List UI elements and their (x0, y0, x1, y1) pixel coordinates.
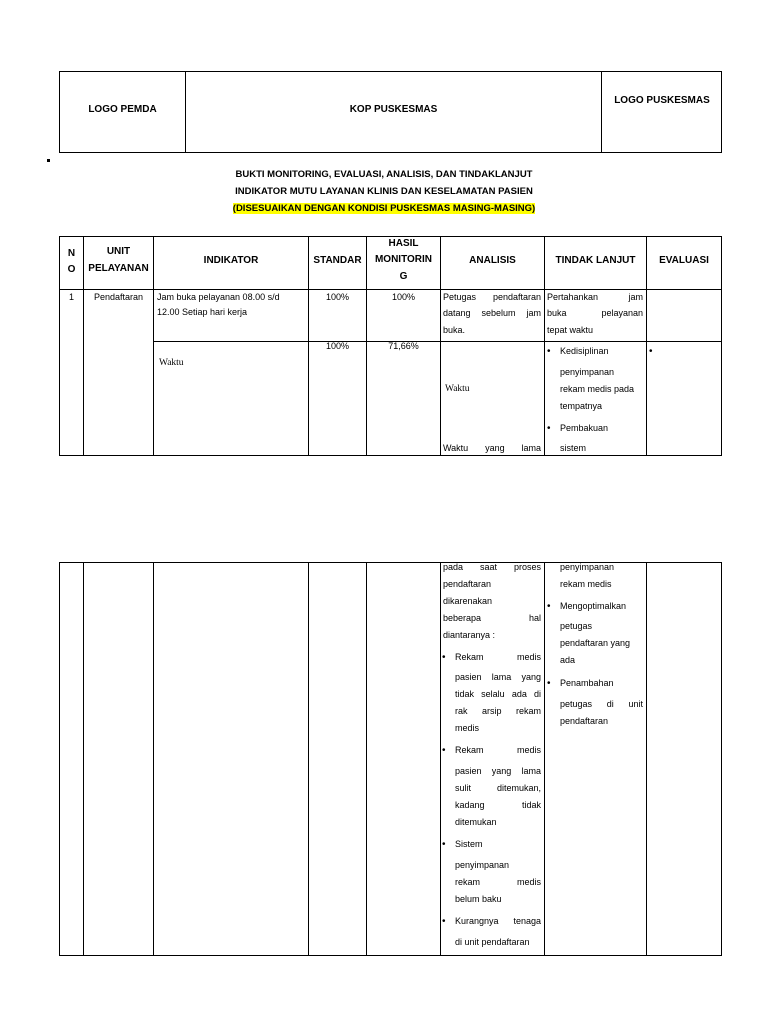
row2-tindak-b1-2: penyimpanan (560, 367, 615, 377)
t2-analisis-b2-3: sulit ditemukan, (455, 783, 541, 793)
row2-tindak-b2-2: sistem (560, 443, 587, 453)
t2-tindak-bullet-1: • Mengoptimalkan (560, 597, 626, 616)
col-hasil-header-2: MONITORIN (374, 254, 433, 265)
col-standar-header: STANDAR (313, 255, 362, 266)
doc-title-line2: INDIKATOR MUTU LAYANAN KLINIS DAN KESELAMATAN PASIEN (235, 186, 533, 197)
t2-analisis-b1-3: tidak selalu ada di (455, 689, 541, 699)
t2-tindak-b1-3: pendaftaran yang (560, 638, 631, 648)
t2-analisis-l5: diantaranya : (443, 630, 496, 640)
row2-tindak-b1-4: tempatnya (560, 401, 603, 411)
kop-puskesmas: KOP PUSKESMAS (349, 104, 438, 115)
row2-tindak-b1-3: rekam medis pada (560, 384, 635, 394)
stray-bullet (47, 159, 50, 162)
t2-analisis-b2-2: pasien yang lama (455, 766, 541, 776)
row1-unit: Pendaftaran (93, 292, 144, 302)
t2-tindak-bullet-2: • Penambahan (560, 674, 614, 693)
t2-analisis-l4: beberapa hal (443, 613, 541, 623)
row1-hasil: 100% (391, 292, 416, 302)
row2-tindak-bullet-1: • Kedisiplinan (560, 342, 644, 361)
t2-analisis-l1: pada saat proses (443, 562, 541, 572)
t2-tindak-b2-2: petugas di unit (560, 699, 643, 709)
col-hasil-header-3: G (399, 271, 408, 282)
row2-evaluasi-bullet: • (649, 346, 653, 357)
doc-title-line1: BUKTI MONITORING, EVALUASI, ANALISIS, DAN TINDAKLANJUT (235, 169, 533, 180)
t2-analisis-bullet-1: • Rekam medis (455, 648, 541, 667)
row2-tindak-bullet-2: • Pembakuan (560, 419, 644, 438)
t2-tindak-l1: penyimpanan (560, 562, 615, 572)
t2-tindak-b2-3: pendaftaran (560, 716, 609, 726)
row1-analisis-2: datang sebelum jam (443, 308, 541, 318)
col-evaluasi-header: EVALUASI (659, 255, 709, 266)
row1-indikator-1: Jam buka pelayanan 08.00 s/d (157, 292, 280, 302)
row1-analisis-1: Petugas pendaftaran (443, 292, 541, 302)
doc-title-line3 (0, 203, 768, 214)
row1-tindak-3: tepat waktu (547, 325, 594, 335)
row2-analisis-waktu: Waktu (445, 384, 470, 394)
col-unit-header-1: UNIT (106, 246, 131, 257)
row1-analisis-3: buka. (443, 325, 466, 335)
logo-puskesmas: LOGO PUSKESMAS (614, 95, 710, 106)
t2-tindak-b1-4: ada (560, 655, 576, 665)
t2-analisis-b1-4: rak arsip rekam (455, 706, 541, 716)
row1-no: 1 (68, 292, 74, 302)
row2-analisis-tail: Waktu yang lama (443, 443, 541, 453)
t2-analisis-b3-3: rekam medis (455, 877, 541, 887)
row1-standar: 100% (325, 292, 350, 302)
row1-tindak-1: Pertahankan jam (547, 292, 643, 302)
t2-analisis-b3-4: belum baku (455, 894, 502, 904)
t2-analisis-bullet-4: • Kurangnya tenaga (455, 912, 541, 931)
t2-analisis-l3: dikarenakan (443, 596, 493, 606)
row2-hasil: 71,66% (388, 341, 419, 351)
col-tindak-header: TINDAK LANJUT (555, 255, 636, 266)
row1-indikator-2: 12.00 Setiap hari kerja (157, 307, 248, 317)
doc-title-highlight: (DISESUAIKAN DENGAN KONDISI PUSKESMAS MASING-MASING) (232, 203, 536, 214)
col-indikator-header: INDIKATOR (203, 255, 259, 266)
t2-analisis-bullet-3: • Sistem (455, 835, 483, 854)
col-no-header-2: O (67, 264, 76, 275)
t2-analisis-l2: pendaftaran (443, 579, 492, 589)
t2-analisis-b3-2: penyimpanan (455, 860, 510, 870)
t2-analisis-bullet-2: • Rekam medis (455, 741, 541, 760)
logo-pemda: LOGO PEMDA (88, 104, 157, 115)
row1-tindak-2: buka pelayanan (547, 308, 643, 318)
col-no-header-1: N (67, 248, 76, 259)
row2-indikator: Waktu (159, 358, 184, 368)
t2-analisis-b2-5: ditemukan (455, 817, 497, 827)
t2-analisis-b1-5: medis (455, 723, 480, 733)
t2-analisis-b1-2: pasien lama yang (455, 672, 541, 682)
kop-divider-right (601, 71, 602, 153)
col-analisis-header: ANALISIS (469, 255, 516, 266)
t2-analisis-b4-2: di unit pendaftaran (455, 937, 530, 947)
row2-standar: 100% (325, 341, 350, 351)
t2-tindak-l2: rekam medis (560, 579, 612, 589)
t2-analisis-b2-4: kadang tidak (455, 800, 541, 810)
col-hasil-header-1: HASIL (388, 238, 419, 249)
t2-tindak-b1-2: petugas (560, 621, 593, 631)
col-unit-header-2: PELAYANAN (88, 263, 149, 274)
